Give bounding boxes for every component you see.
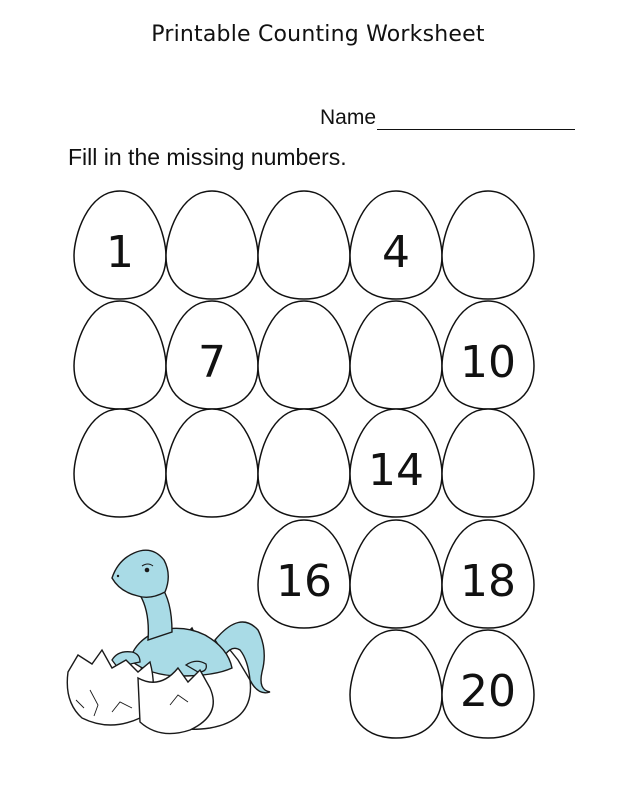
egg-1[interactable] — [74, 191, 166, 299]
egg-16[interactable] — [258, 520, 350, 628]
egg-4[interactable] — [350, 191, 442, 299]
egg-number-label: 7 — [198, 337, 226, 388]
egg-outline — [350, 630, 442, 738]
egg-2[interactable] — [166, 191, 258, 299]
egg-8[interactable] — [258, 301, 350, 409]
egg-18[interactable] — [442, 520, 534, 628]
egg-number-label: 14 — [368, 445, 424, 496]
egg-outline — [166, 409, 258, 517]
egg-number-label: 20 — [460, 666, 516, 717]
egg-19[interactable] — [350, 630, 442, 738]
instructions: Fill in the missing numbers. — [68, 144, 347, 170]
egg-outline — [350, 301, 442, 409]
egg-outline — [166, 191, 258, 299]
egg-7[interactable] — [166, 301, 258, 409]
egg-11[interactable] — [74, 409, 166, 517]
egg-14[interactable] — [350, 409, 442, 517]
egg-outline — [350, 520, 442, 628]
egg-outline — [258, 409, 350, 517]
egg-outline — [74, 409, 166, 517]
name-label: Name — [320, 106, 377, 129]
egg-3[interactable] — [258, 191, 350, 299]
egg-9[interactable] — [350, 301, 442, 409]
egg-17[interactable] — [350, 520, 442, 628]
worksheet-title: Printable Counting Worksheet — [151, 22, 485, 47]
egg-outline — [442, 191, 534, 299]
egg-outline — [74, 301, 166, 409]
egg-number-label: 10 — [460, 337, 516, 388]
baby-dinosaur-hatching-icon — [67, 550, 270, 733]
egg-number-label: 1 — [106, 227, 134, 278]
egg-15[interactable] — [442, 409, 534, 517]
egg-outline — [442, 409, 534, 517]
egg-10[interactable] — [442, 301, 534, 409]
egg-13[interactable] — [258, 409, 350, 517]
egg-number-label: 4 — [382, 227, 410, 278]
egg-20[interactable] — [442, 630, 534, 738]
egg-number-label: 16 — [276, 556, 332, 607]
egg-5[interactable] — [442, 191, 534, 299]
egg-outline — [258, 191, 350, 299]
egg-number-label: 18 — [460, 556, 516, 607]
egg-12[interactable] — [166, 409, 258, 517]
egg-6[interactable] — [74, 301, 166, 409]
egg-outline — [258, 301, 350, 409]
